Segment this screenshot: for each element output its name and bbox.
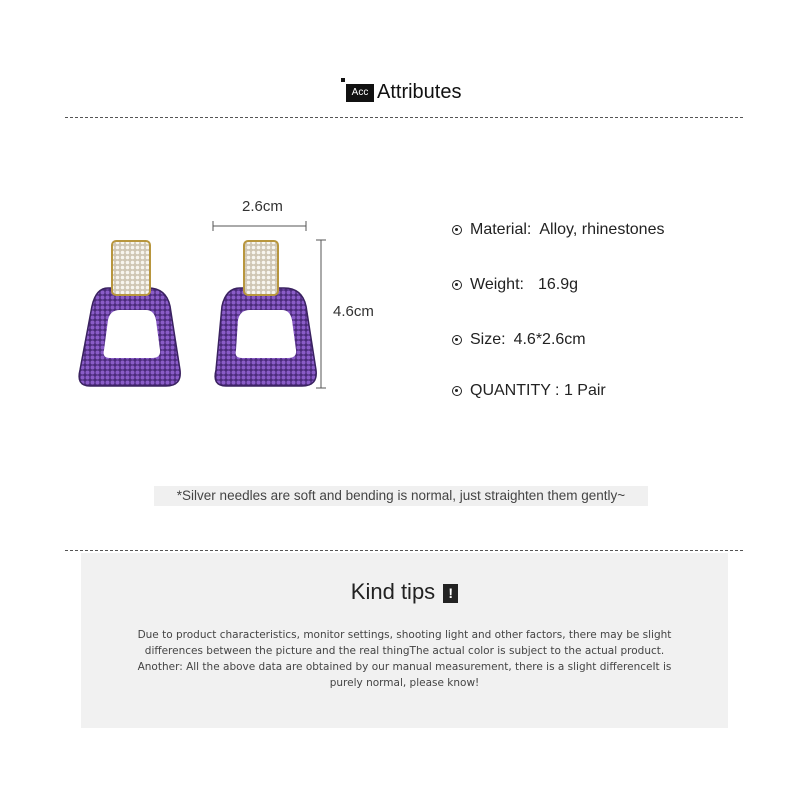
top-divider xyxy=(65,117,743,118)
earrings-image xyxy=(70,190,390,410)
spec-value: 16.9g xyxy=(537,276,578,293)
product-illustration xyxy=(70,190,390,410)
spec-label: Size: xyxy=(470,331,506,348)
tips-heading xyxy=(81,579,728,605)
spec-quantity xyxy=(452,378,606,404)
tips-body xyxy=(111,627,698,691)
spec-value: Alloy, rhinestones xyxy=(539,221,665,238)
attributes-header xyxy=(0,78,800,108)
spec-value: 4.6*2.6cm xyxy=(513,331,586,348)
tips-title: Kind tips xyxy=(350,579,436,604)
spec-material xyxy=(452,217,664,243)
width-dimension xyxy=(213,221,306,231)
tips-line: Due to product characteristics, monitor settings, shooting light and other factors, there may be slight xyxy=(137,629,672,641)
header-title: Attributes xyxy=(377,81,462,103)
kind-tips-panel xyxy=(81,553,728,728)
height-dimension xyxy=(316,240,326,388)
tips-line: purely normal, please know! xyxy=(329,677,480,689)
left-earring xyxy=(79,241,180,386)
care-note: *Silver needles are soft and bending is normal, just straighten them gently~ xyxy=(154,486,648,506)
bottom-divider xyxy=(65,550,743,551)
bullet-icon xyxy=(452,225,462,235)
spec-size xyxy=(452,327,586,353)
tips-line: differences between the picture and the real thingThe actual color is subject to the actual product. xyxy=(144,645,665,657)
bullet-icon xyxy=(452,386,462,396)
exclamation-icon: ! xyxy=(443,584,458,603)
bullet-icon xyxy=(452,280,462,290)
header-badge: Acc xyxy=(346,84,374,102)
width-label: 2.6cm xyxy=(242,198,283,215)
spec-label: Weight: xyxy=(470,276,524,293)
bullet-icon xyxy=(452,335,462,345)
header-dot xyxy=(341,78,345,82)
tips-line: Another: All the above data are obtained by our manual measurement, there is a slight differenceIt is xyxy=(137,661,672,673)
spec-label: QUANTITY : 1 Pair xyxy=(470,382,606,399)
height-label: 4.6cm xyxy=(333,303,374,320)
right-earring xyxy=(215,241,316,386)
spec-label: Material: xyxy=(470,221,532,238)
spec-weight xyxy=(452,272,578,298)
